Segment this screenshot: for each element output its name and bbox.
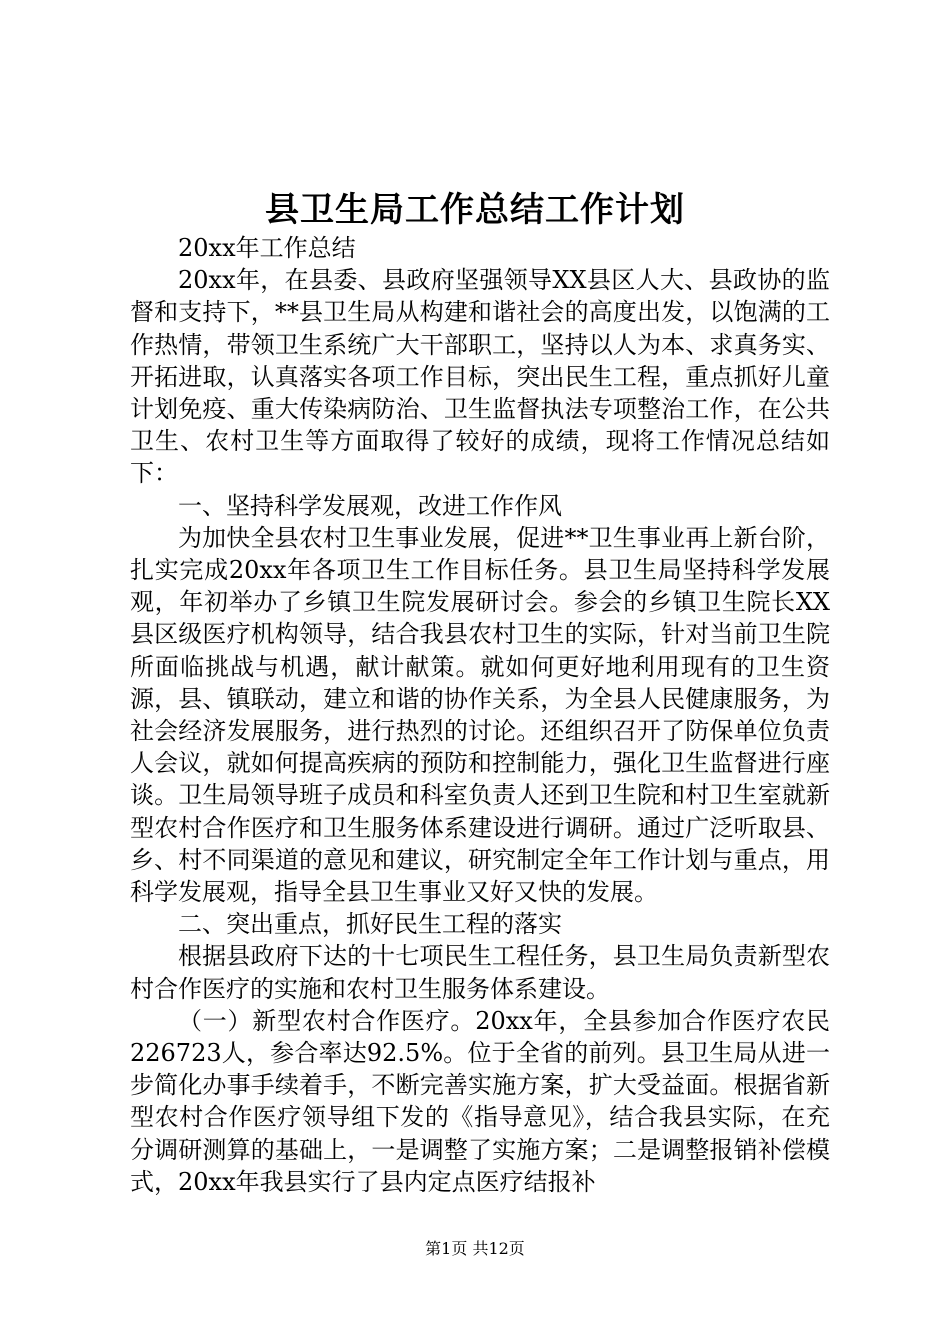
paragraph-section-heading: 20xx年工作总结	[178, 234, 356, 262]
paragraph-heading-1: 一、坚持科学发展观，改进工作作风	[178, 491, 562, 520]
page-footer: 第1页 共12页	[425, 1239, 525, 1258]
document-title: 县卫生局工作总结工作计划	[265, 190, 685, 230]
document-body	[130, 232, 830, 1198]
paragraph-body-1: 为加快全县农村卫生事业发展，促进**卫生事业再上新台阶，扎实完成20xx年各项卫生工作目标任务。县卫生局坚持科学发展观，年初举办了乡镇卫生院发展研讨会。参会的乡镇卫生院长XX县区级医疗机构领导，结合我县农村卫生的实际，针对当前卫生院所面临挑战与机遇，献计献策。就如何更好地利用现有的卫生资源，县、镇联动，建立和谐的协作关系，为全县人民健康服务，为社会经济发展服务，进行热烈的讨论。还组织召开了防保单位负责人会议，就如何提高疾病的预防和控制能力，强化卫生监督进行座谈。卫生局领导班子成员和科室负责人还到卫生院和村卫生室就新型农村合作医疗和卫生服务体系建设进行调研。通过广泛听取县、乡、村不同渠道的意见和建议，研究制定全年工作计划与重点，用科学发展观，指导全县卫生事业又好又快的发展。	[130, 523, 830, 907]
paragraph-heading-2: 二、突出重点，抓好民生工程的落实	[178, 910, 562, 939]
paragraph-body-2: 根据县政府下达的十七项民生工程任务，县卫生局负责新型农村合作医疗的实施和农村卫生服务体系建设。	[130, 942, 830, 1003]
paragraph-intro: 20xx年，在县委、县政府坚强领导XX县区人大、县政协的监督和支持下，**县卫生局从构建和谐社会的高度出发，以饱满的工作热情，带领卫生系统广大干部职工，坚持以人为本、求真务实、开拓进取，认真落实各项工作目标，突出民生工程，重点抓好儿童计划免疫、重大传染病防治、卫生监督执法专项整治工作，在公共卫生、农村卫生等方面取得了较好的成绩，现将工作情况总结如下：	[130, 266, 830, 488]
paragraph-body-3: （一）新型农村合作医疗。20xx年，全县参加合作医疗农民226723人，参合率达92.5%。位于全省的前列。县卫生局从进一步简化办事手续着手，不断完善实施方案，扩大受益面。根据省新型农村合作医疗领导组下发的《指导意见》，结合我县实际，在充分调研测算的基础上，一是调整了实施方案；二是调整报销补偿模式，20xx年我县实行了县内定点医疗结报补	[130, 1006, 830, 1196]
